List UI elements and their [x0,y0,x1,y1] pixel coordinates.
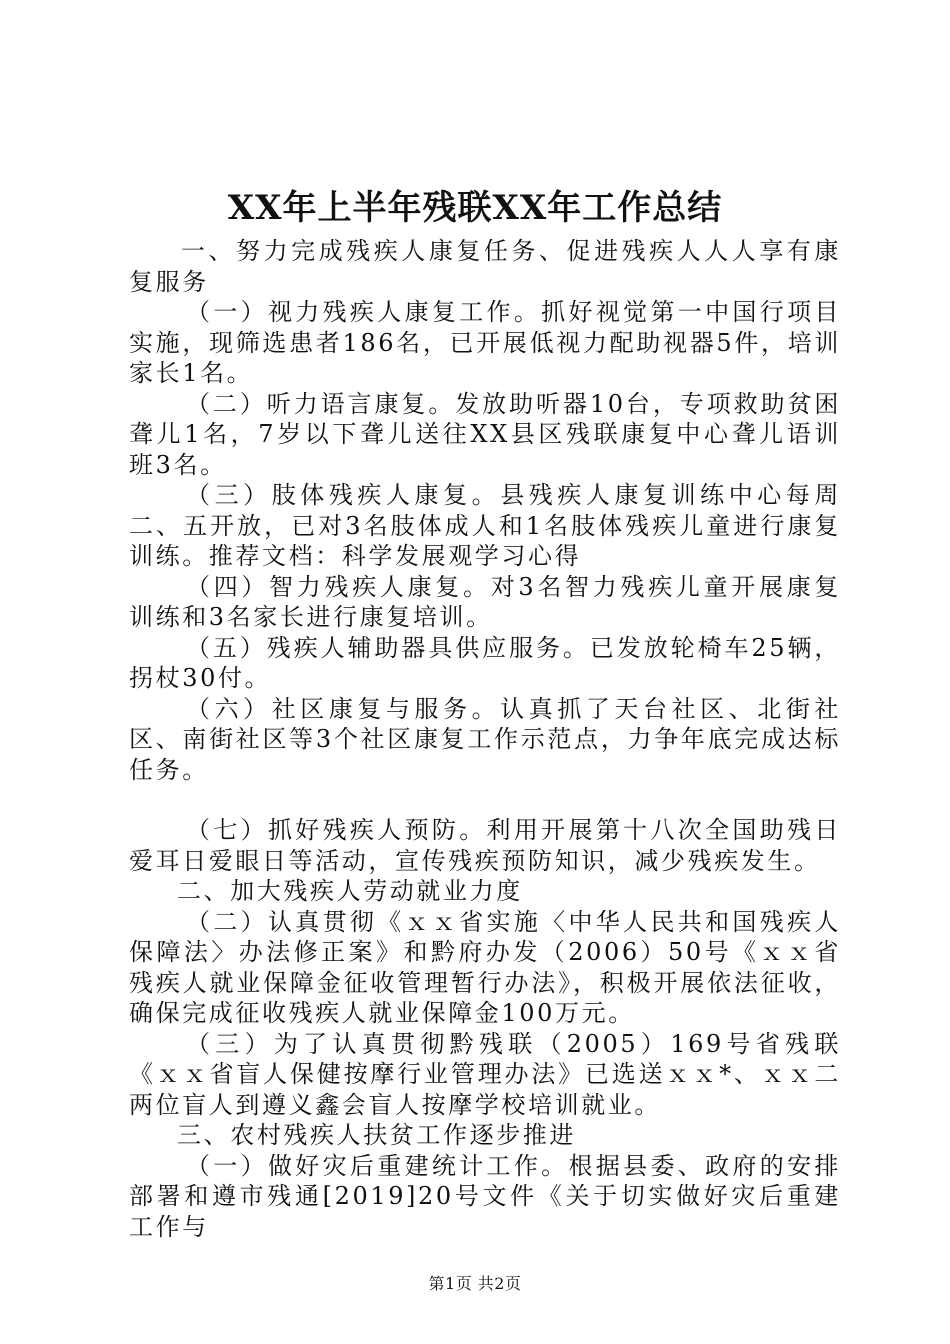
document-body [129,236,841,1242]
paragraph: （七）抓好残疾人预防。利用开展第十八次全国助残日爱耳日爱眼日等活动，宣传残疾预防知识，减少残疾发生。 [129,816,841,875]
section-heading: 三、农村残疾人扶贫工作逐步推进 [177,1121,576,1149]
paragraph: （一）做好灾后重建统计工作。根据县委、政府的安排部署和遵市残通[2019]20号文件《关于切实做好灾后重建工作与 [129,1151,841,1241]
paragraph: （二）认真贯彻《ｘｘ省实施〈中华人民共和国残疾人保障法〉办法修正案》和黔府办发（2006）50号《ｘｘ省残疾人就业保障金征收管理暂行办法》，积极开展依法征收，确保完成征收残疾人就业保障金100万元。 [129,907,841,1027]
paragraph: （二）听力语言康复。发放助听器10台，专项救助贫困聋儿1名，7岁以下聋儿送往XX县区残联康复中心聋儿语训班3名。 [129,389,841,479]
paragraph: （三）为了认真贯彻黔残联（2005）169号省残联《ｘｘ省盲人保健按摩行业管理办法》已选送ｘｘ*、ｘｘ二两位盲人到遵义鑫会盲人按摩学校培训就业。 [129,1029,841,1119]
document-title: XX年上半年残联XX年工作总结 [227,188,723,228]
section-heading: 二、加大残疾人劳动就业力度 [177,877,523,905]
paragraph: （四）智力残疾人康复。对3名智力残疾儿童开展康复训练和3名家长进行康复培训。 [129,572,841,631]
paragraph: （一）视力残疾人康复工作。抓好视觉第一中国行项目实施，现筛选患者186名，已开展低视力配助视器5件，培训家长1名。 [129,298,841,387]
paragraph: （五）残疾人辅助器具供应服务。已发放轮椅车25辆，拐杖30付。 [129,633,841,692]
paragraph: （六）社区康复与服务。认真抓了天台社区、北街社区、南街社区等3个社区康复工作示范点，力争年底完成达标任务。 [129,694,841,784]
paragraph-gap [129,785,841,815]
page-footer: 第1页 共2页 [428,1274,522,1293]
section-heading: 一、努力完成残疾人康复任务、促进残疾人人人享有康复服务 [129,237,841,296]
paragraph: （三）肢体残疾人康复。县残疾人康复训练中心每周二、五开放，已对3名肢体成人和1名肢体残疾儿童进行康复训练。推荐文档：科学发展观学习心得 [129,481,841,570]
